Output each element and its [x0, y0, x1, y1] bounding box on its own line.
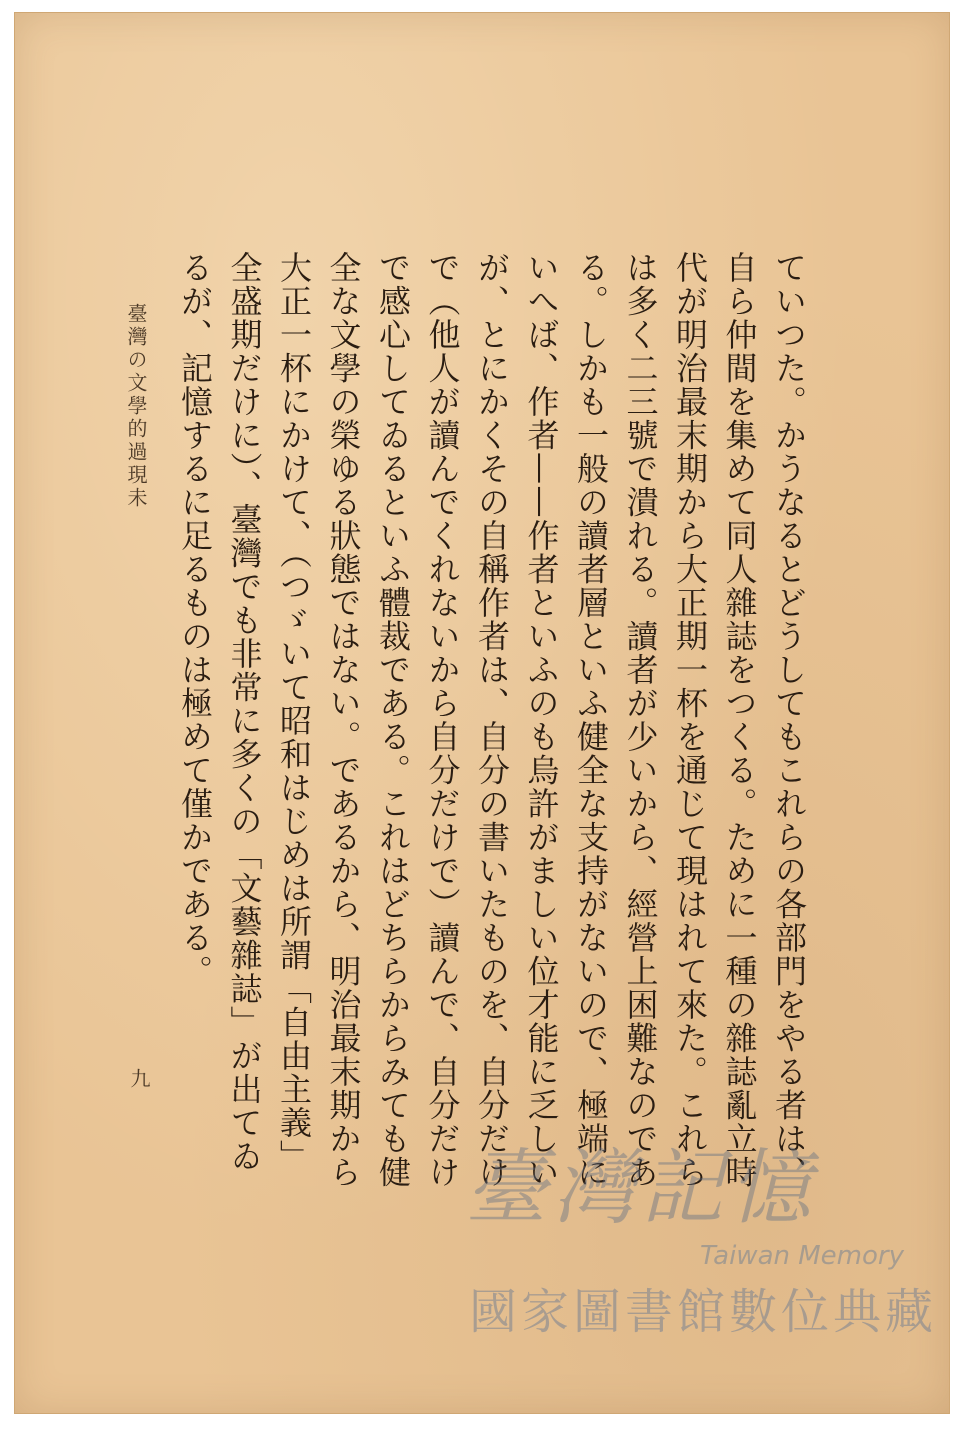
watermark-institution: 國家圖書館數位典藏 [469, 1284, 938, 1340]
body-text [173, 251, 813, 1191]
paragraph-1: ていつた。かうなるとどうしてもこれらの各部門をやる者は、自ら仲間を集めて同人雜誌をつくる。ために一種の雜誌亂立時代が明治最末期から大正期一杯を通じて現はれて來た。これらは多く二三號で潰れる。讀者が少いから、經營上困難なのである。しかも一般の讀者層といふ健全な支持がないので、極端にいへば、作者——作者といふのも烏許がましい位才能に乏しいが、とにかくその自稱作者は、自分の書いたものを、自分だけで（他人が讀んでくれないから自分だけで）讀んで、自分だけで感心してゐるといふ體裁である。これはどちらからみても健全な文學の榮ゆる狀態ではない。であるから、明治最末期から大正一杯にかけて、（つゞいて昭和はじめは所謂「自由主義」全盛期だけに）、臺灣でも非常に多くの「文藝雜誌」が出てゐるが、記憶するに足るものは極めて僅かである。 [176, 251, 808, 1189]
page-number: 九 [127, 1068, 151, 1088]
running-head: 臺灣の文學的過現未 [124, 303, 148, 510]
watermark-title: 臺灣記憶 [465, 1141, 817, 1236]
watermark-subtitle: Taiwan Memory [700, 1241, 904, 1271]
book-page [14, 12, 950, 1414]
